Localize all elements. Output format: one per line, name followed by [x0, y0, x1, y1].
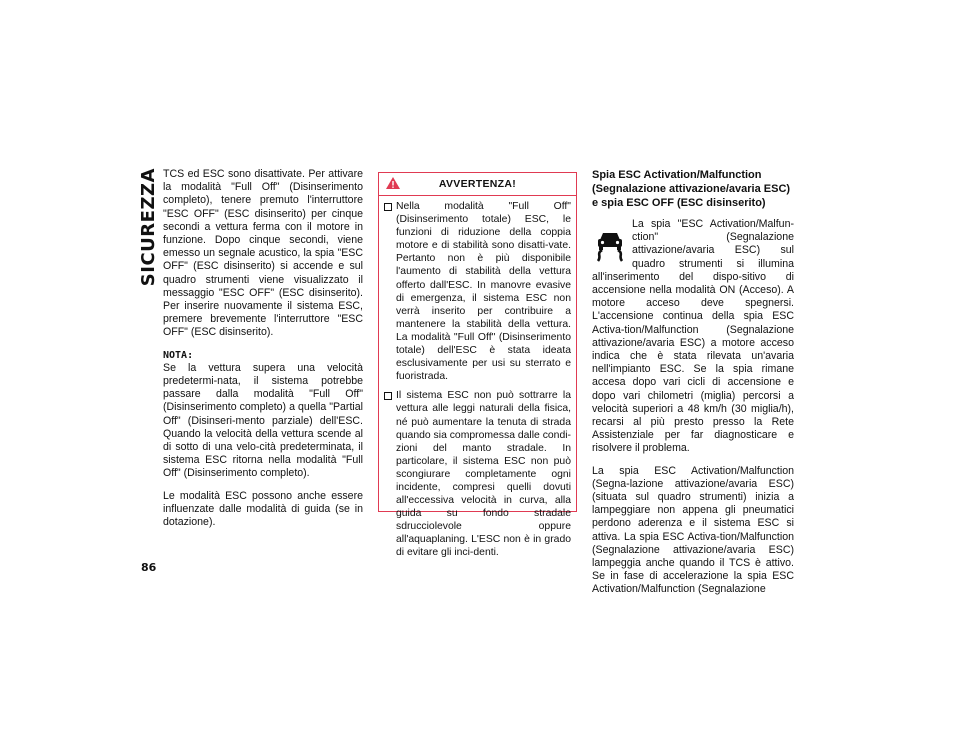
column-right — [592, 168, 794, 606]
page-number: 86 — [141, 561, 157, 574]
warning-item-text: Nella modalità "Full Off" (Disinserimento totale) ESC, le funzioni di riduzione della coppia motore e di stabilità sono disatti-vate. Pertanto non è più disponibile l'aumento di stabilità della vettura offerto dall'ESC. In manovre evasive di emergenza, il sistema ESC non verrà inserito per contribuire a mantenere la stabilità della vettura. La modalità "Full Off" (Disinserimento totale) dell'ESC è stata ideata esclusivamente per usi su sterrato e fuoristrada. — [396, 201, 571, 383]
square-bullet-icon — [384, 203, 392, 211]
paragraph: Le modalità ESC possono anche essere influenzate dalle modalità di guida (se in dotazione). — [163, 489, 363, 529]
column-left — [163, 168, 363, 538]
warning-item — [384, 200, 571, 383]
warning-item — [384, 389, 571, 559]
paragraph: La spia ESC Activation/Malfunction (Segna-lazione attivazione/avaria ESC) (situata sul quadro strumenti) inizia a lampeggiare non appena gli pneumatici perdono aderenza e il sistema ESC si attiva. La spia ESC Activa-tion/Malfunction (Segnalazione attivazione/avaria ESC) lampeggia anche quando il TCS è attivo. Se in fase di accelerazione la spia ESC Activation/Malfunction (Segnalazione — [592, 464, 794, 596]
paragraph: Se la vettura supera una velocità predetermi-nata, il sistema potrebbe passare dalla modalità "Full Off" (Disinserimento completo) a quella "Partial Off" (Disinseri-mento parziale) dell'ESC. Quando la velocità della vettura scende al di sotto di una velo-cità predeterminata, il sistema ESC ritorna nella modalità "Full Off" (Disinserimento completo). — [163, 361, 363, 480]
section-heading: Spia ESC Activation/Malfunction (Segnalazione attivazione/avaria ESC) e spia ESC OFF (ESC disinserito) — [592, 169, 791, 209]
esc-skid-car-icon — [594, 228, 626, 262]
icon-paragraph — [592, 218, 794, 456]
warning-header — [379, 173, 576, 196]
warning-title: AVVERTENZA! — [438, 178, 517, 190]
note-heading: NOTA: — [163, 349, 194, 361]
square-bullet-icon — [384, 392, 392, 400]
warning-box — [378, 172, 577, 559]
warning-item-text: Il sistema ESC non può sottrarre la vettura alle leggi naturali della fisica, né può aumentare la tenuta di strada quando sia compromessa dalle condi-zioni del manto stradale. In particolare, il sistema ESC non può scongiurare completamente ogni incidente, compresi quelli dovuti all'eccessiva velocità in curva, alla guida su fondo stradale sdrucciolevole oppure all'aquaplaning. L'ESC non è in grado di evitare gli inci-denti. — [396, 390, 572, 559]
section-tab: SICUREZZA — [138, 168, 159, 287]
paragraph: TCS ed ESC sono disattivate. Per attivare la modalità "Full Off" (Disinserimento completo), tenere premuto l'interruttore "ESC OFF" (ESC disinserito) per cinque secondi a vettura ferma con il motore in funzione. Dopo cinque secondi, viene emesso un segnale acustico, la spia "ESC OFF" (ESC disinserito) si accende e sul quadro strumenti viene visualizzato il messaggio "ESC OFF" (ESC disinserito). Per inserire nuovamente il sistema ESC, premere brevemente l'interruttore "ESC OFF" (ESC disinserito). — [163, 168, 363, 339]
paragraph-text: La spia "ESC Activation/Malfun-ction" (Segnalazione attivazione/avaria ESC) sul quadro strumenti si illumina all'inserimento del dispo-sitivo di accensione nella modalità ON (Acceso). A motore acceso deve spegnersi. L'accensione continua della spia ESC Activa-tion/Malfunction (Segnalazione attivazione/avaria ESC) a motore acceso indica che è stata rilevata un'avaria nell'impianto ESC. Se la spia rimane accesa dopo vari cicli di accensione e dopo vari chilometri (miglia) percorsi a velocità superiori a 48 km/h (30 miglia/h), recarsi al più presto presso la Rete Assistenziale per far diagnosticare e risolvere il problema. — [592, 218, 794, 455]
